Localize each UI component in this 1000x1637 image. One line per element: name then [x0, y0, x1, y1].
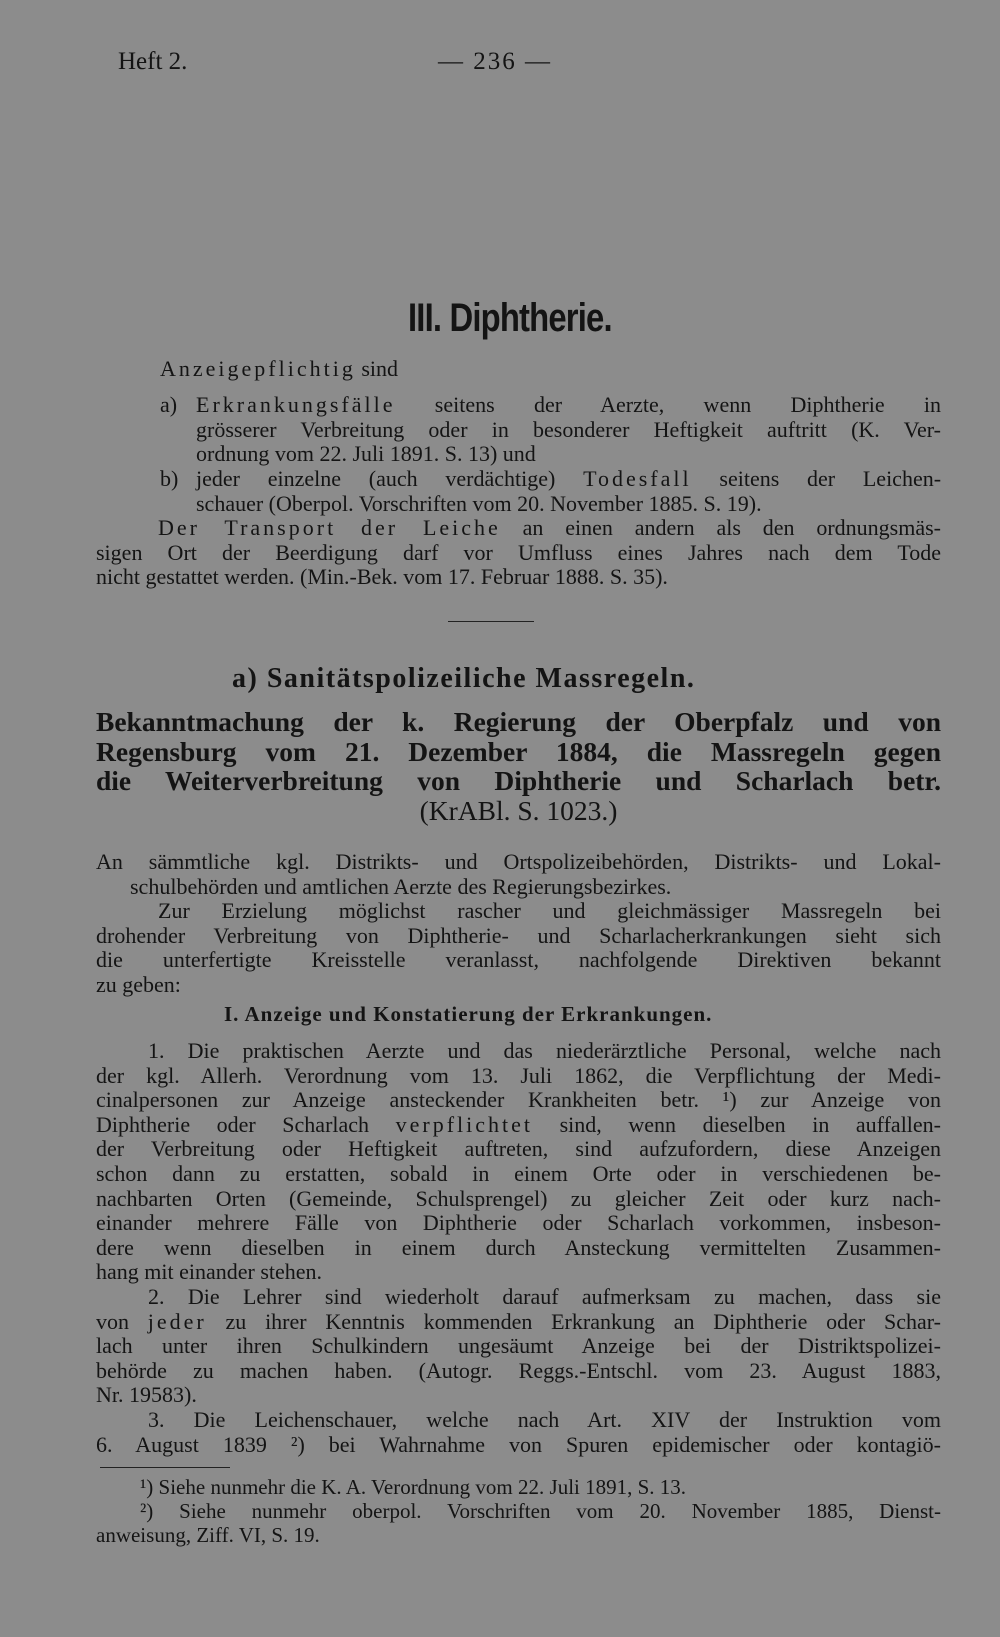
bekanntmachung-heading: Bekanntmachung der k. Regierung der Oberpfalz und von Regensburg vom 21. Dezember 1884, die Massregeln gegen die Weiterverbreitung von Diphtherie und Scharlach betr. (KrABl. S. 1023.) [96, 706, 941, 826]
chapter-title: III. Diphtherie. [408, 296, 612, 340]
intro-lead: Anzeigepflichtig sind [160, 356, 399, 381]
footnote-2-line2: anweisung, Ziff. VI, S. 19. [96, 1523, 320, 1547]
header-left: Heft 2. [118, 48, 188, 75]
footnote-2-line1: ²) Siehe nunmehr oberpol. Vorschriften vom 20. November 1885, Dienst- [140, 1499, 941, 1523]
item-a-text: Erkrankungsfälle seitens der Aerzte, wenn Diphtherie in grösserer Verbreitung oder in besonderer Heftigkeit auftritt (K. Ver- ordnung vom 22. Juli 1891. S. 13) und [196, 392, 941, 467]
item-a-marker: a) [160, 392, 178, 417]
preamble: Zur Erzielung möglichst rascher und gleichmässiger Massregeln bei drohender Verbreitung von Diphtherie- und Scharlacherkrankungen sieht sich die unterfertigte Kreisstelle veranlasst, nachfolgende Direktiven bekannt zu geben: [96, 898, 941, 997]
section-a-title: a) Sanitätspolizeiliche Massregeln. [232, 663, 696, 694]
transport-paragraph: Der Transport der Leiche an einen andern als den ordnungsmäs- sigen Ort der Beerdigung darf vor Umfluss eines Jahres nach dem Tode nicht gestattet werden. (Min.-Bek. vom 17. Februar 1888. S. 35). [96, 515, 941, 590]
item-b-text: jeder einzelne (auch verdächtige) Todesfall seitens der Leichen- schauer (Oberpol. Vorschriften vom 20. November 1885. S. 19). [196, 466, 942, 516]
section-I-title: I. Anzeige und Konstatierung der Erkrankungen. [224, 1002, 713, 1026]
address-block: An sämmtliche kgl. Distrikts- und Ortspolizeibehörden, Distrikts- und Lokal- schulbehörden und amtlichen Aerzte des Regierungsbezirkes. [96, 849, 941, 899]
footnote-rule [100, 1467, 230, 1468]
footnotes [96, 1475, 941, 1547]
paragraph-3: 3. Die Leichenschauer, welche nach Art. XIV der Instruktion vom 6. August 1839 ²) bei Wahrnahme von Spuren epidemischer oder kontagiö- [96, 1407, 941, 1457]
footnote-1: ¹) Siehe nunmehr die K. A. Verordnung vom 22. Juli 1891, S. 13. [140, 1475, 687, 1499]
paragraph-1: 1. Die praktischen Aerzte und das niederärztliche Personal, welche nach der kgl. Allerh. Verordnung vom 13. Juli 1862, die Verpflichtung der Medi- cinalpersonen zur Anzeige ansteckender Krankheiten betr. ¹) zur Anzeige von Diphtherie oder Scharlach verpflichtet sind, wenn dieselben in auffallen- der Verbreitung oder Heftigkeit auftreten, sind aufzufordern, diese Anzeigen schon dann zu erstatten, sobald in einem Orte oder in verschiedenen be- nachbarten Orten (Gemeinde, Schulsprengel) zu gleicher Zeit oder kurz nach- einander mehrere Fälle von Diphtherie oder Scharlach vorkommen, insbeson- dere wenn dieselben in einem durch Ansteckung vermittelten Zusammen- hang mit einander stehen. [96, 1038, 942, 1285]
page-number: — 236 — [438, 48, 552, 75]
item-b-marker: b) [160, 466, 179, 491]
section-divider [448, 621, 534, 622]
paragraph-2: 2. Die Lehrer sind wiederholt darauf aufmerksam zu machen, dass sie von jeder zu ihrer Kenntnis kommenden Erkrankung an Diphtherie oder Schar- lach unter ihren Schulkindern ungesäumt Anzeige bei der Distriktspolizei- behörde zu machen haben. (Autogr. Reggs.-Entschl. vom 23. August 1883, Nr. 19583). [96, 1284, 941, 1408]
